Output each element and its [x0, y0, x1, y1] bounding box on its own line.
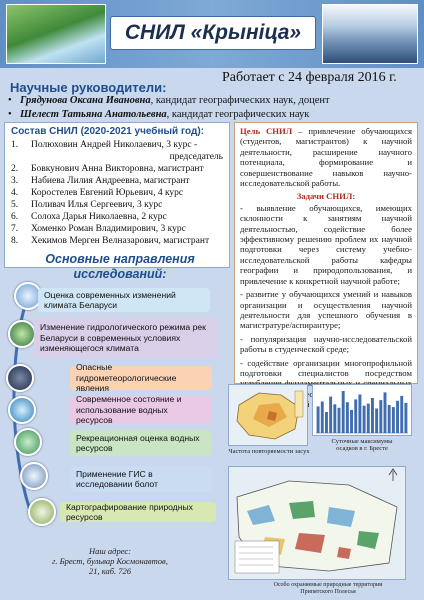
chart-bar — [367, 404, 370, 433]
supervisor-item — [4, 108, 414, 122]
direction-item — [70, 362, 212, 394]
protected-areas-caption-line2: Припятского Полесья — [300, 589, 356, 595]
chart-bar — [342, 391, 345, 433]
goal-label: Цель СНИЛ — [240, 126, 293, 136]
chart-bar — [321, 402, 324, 434]
chart-bar — [317, 406, 320, 433]
supervisors-heading: Научные руководители: — [10, 80, 167, 95]
member-row — [11, 235, 223, 247]
member-name: Хоменко Роман Владимирович, 3 курс — [31, 224, 186, 234]
direction-label: Современное состояние и использование водных ресурсов — [76, 394, 182, 426]
direction-item — [34, 318, 218, 358]
page-title: СНИЛ «Крыніца» — [124, 21, 302, 44]
chart-bar — [396, 401, 399, 433]
chart-bar — [329, 397, 332, 433]
goal-text: – привлечение обучающихся (студентов, магистрантов) к научной деятельности, расширение научного потенциала, формирование и совершенствование навыков научно-исследовательской работы. — [240, 126, 412, 189]
address-line2: 21, каб. 726 — [88, 566, 132, 576]
direction-label: Картографирование природных ресурсов — [66, 501, 193, 522]
member-name: Бовкунович Анна Викторовна, магистрант — [31, 164, 204, 174]
chart-bar — [346, 402, 349, 433]
since-date: Работает с 24 февраля 2016 г. — [222, 70, 397, 85]
member-name: Поливач Илья Сергеевич, 3 курс — [31, 200, 163, 210]
supervisor-name: Шелест Татьяна Анатольевна — [20, 109, 167, 120]
chart-bar — [338, 408, 341, 433]
chart-bar — [388, 405, 391, 433]
direction-label: Рекреационная оценка водных ресурсов — [76, 432, 200, 453]
sky-water-photo — [322, 4, 418, 64]
member-number: 7. — [11, 224, 19, 234]
member-number: 5. — [11, 200, 19, 210]
precipitation-chart — [312, 384, 412, 436]
member-number: 8. — [11, 236, 19, 246]
task-item: - выявление обучающихся, имеющих склонности к занятиям научной деятельностью, содействие более эффективному решению проблем их научной подготовки через систему учебно-исследовательской работы кафедры географии и природопользования, и привлечение к конкретной научной работе; — [240, 202, 412, 286]
member-name: Набиева Лилия Андреевна, магистрант — [31, 176, 190, 186]
member-number: 4. — [11, 188, 19, 198]
storm-icon — [6, 364, 34, 392]
chart-bar — [354, 399, 357, 433]
member-number: 6. — [11, 212, 19, 222]
chart-bar — [358, 395, 361, 434]
drought-map-graphic — [229, 385, 307, 445]
member-row — [11, 175, 223, 187]
direction-item — [60, 502, 216, 522]
precipitation-caption-line2: осадков в г. Бресте — [336, 445, 388, 452]
supervisor-degree: , кандидат географических наук, доцент — [150, 95, 330, 106]
gis-icon — [20, 462, 48, 490]
direction-item — [70, 466, 212, 492]
protected-areas-graphic — [229, 467, 405, 579]
member-row — [11, 187, 223, 199]
direction-label: Оценка современных изменений климата Беларуси — [44, 289, 176, 310]
address-block — [50, 546, 170, 576]
member-name: Хекимов Мерген Велназарович, магистрант — [31, 236, 210, 246]
protected-areas-caption-line1: Особо охраняемые природные территории — [273, 582, 383, 588]
drought-map-caption: Частота повторяемости засух — [228, 448, 310, 455]
member-number: 1. — [11, 140, 19, 150]
supervisor-item — [4, 94, 414, 108]
protected-areas-caption — [268, 582, 388, 596]
goals-box — [234, 122, 418, 384]
supervisors-list — [4, 94, 414, 122]
member-name: Солоха Дарья Николаевна, 2 курс — [31, 212, 167, 222]
direction-label: Применение ГИС в исследовании болот — [76, 468, 158, 489]
task-item: - содействие организации многопрофильной подготовки специалистов посредством — [240, 357, 412, 378]
chart-bar — [392, 407, 395, 433]
map-icon — [28, 498, 56, 526]
chart-bar — [325, 412, 328, 433]
chart-bar — [363, 406, 366, 433]
title-box — [110, 16, 316, 50]
goal-paragraph — [240, 126, 412, 188]
chart-bar — [379, 400, 382, 433]
member-name: Полюховин Андрей Николаевич, 3 курс - — [31, 140, 198, 150]
precipitation-bars — [313, 385, 411, 435]
composition-heading: Состав СНИЛ (2020-2021 учебный год): — [11, 126, 204, 137]
direction-label: Изменение гидрологического режима рек Беларуси в современных условиях изменяющегося климата — [40, 322, 206, 354]
member-name: Коростелев Евгений Юрьевич, 4 курс — [31, 188, 184, 198]
address-label: Наш адрес: — [89, 546, 131, 556]
member-row — [11, 139, 223, 151]
member-number: 2. — [11, 164, 19, 174]
member-row — [11, 163, 223, 175]
chart-bar — [371, 398, 374, 433]
directions-heading-line2: исследований: — [73, 267, 167, 281]
water-drop-icon — [8, 396, 36, 424]
chart-bar — [375, 409, 378, 434]
precipitation-caption — [312, 438, 412, 452]
address-line1: г. Брест, бульвар Космонавтов, — [52, 556, 168, 566]
chart-bar — [384, 392, 387, 433]
supervisor-degree: , кандидат географических наук — [166, 109, 310, 120]
composition-box — [4, 122, 230, 268]
member-row — [11, 223, 223, 235]
direction-item — [70, 396, 212, 424]
tasks-label: Задачи СНИЛ: — [296, 191, 356, 202]
task-item: - популяризация научно-исследовательской работы в студенческой среде; — [240, 333, 412, 355]
directions-heading-line1: Основные направления — [45, 252, 195, 266]
member-role: председатель — [169, 152, 223, 162]
supervisor-name: Грядунова Оксана Ивановна — [20, 95, 151, 106]
water-hands-photo — [6, 4, 106, 64]
direction-item — [38, 288, 210, 312]
chart-bar — [333, 404, 336, 433]
directions-heading — [10, 252, 230, 282]
member-number: 3. — [11, 176, 19, 186]
direction-item — [70, 430, 212, 456]
member-row — [11, 211, 223, 223]
chart-bar — [350, 410, 353, 433]
member-row — [11, 199, 223, 211]
direction-label: Опасные гидрометеорологические явления — [76, 362, 177, 394]
drought-map — [228, 384, 308, 446]
chart-bar — [404, 403, 407, 433]
task-item: - развитие у обучающихся умений и навыков организации и осуществления научной деятельности для успешного обучения в магистратуре/аспирантуре; — [240, 289, 412, 331]
protected-areas-map — [228, 466, 406, 580]
precipitation-caption-line1: Суточные максимумы — [331, 438, 393, 445]
river-icon — [8, 320, 36, 348]
chart-bar — [400, 396, 403, 433]
lake-icon — [14, 428, 42, 456]
